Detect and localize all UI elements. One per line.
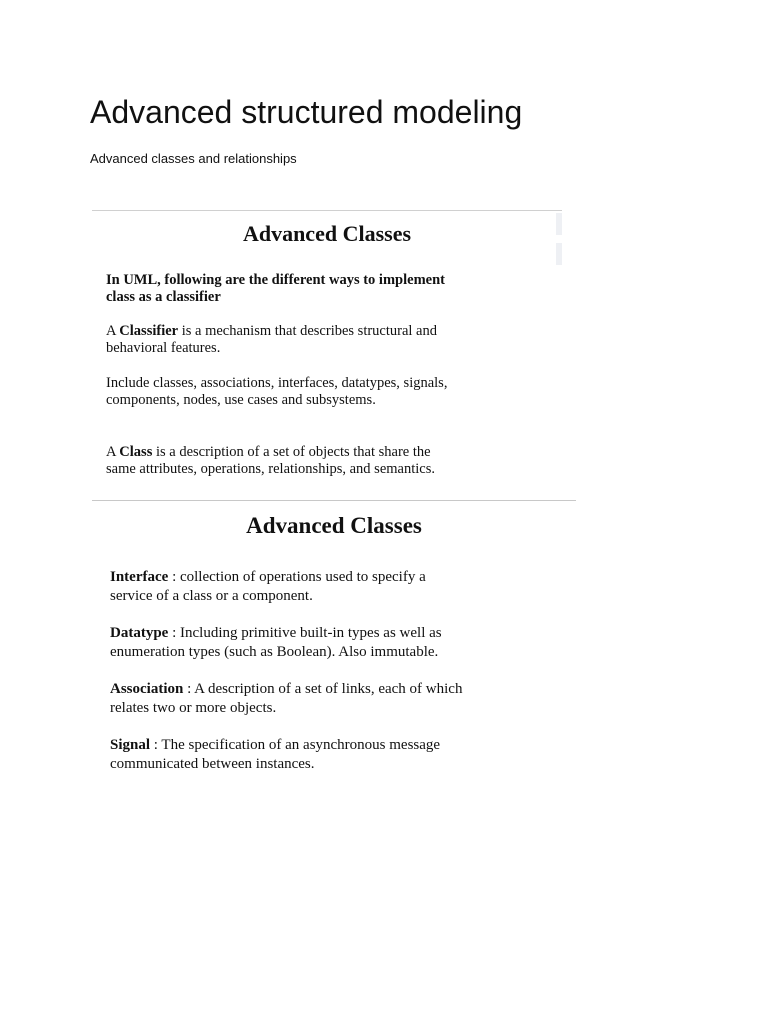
definition-line: communicated between instances.: [110, 756, 315, 772]
definition-datatype: [110, 624, 570, 662]
article-text: A: [106, 444, 120, 460]
definition-line: enumeration types (such as Boolean). Also immutable.: [110, 644, 439, 660]
definition-line: [110, 568, 570, 587]
classifier-includes-line: components, nodes, use cases and subsystems.: [106, 392, 376, 408]
article-text: A: [106, 323, 120, 339]
term-signal: Signal: [110, 737, 151, 753]
term-datatype: Datatype: [110, 625, 169, 641]
classifier-definition: [106, 323, 556, 357]
definition-association: [110, 680, 570, 718]
classifier-includes-line: Include classes, associations, interfaces, datatypes, signals,: [106, 375, 448, 391]
classifier-definition-line: behavioral features.: [106, 340, 221, 356]
slide-heading: Advanced Classes: [242, 221, 412, 246]
slide-advanced-classes-definitions: [92, 500, 576, 801]
definition-line: [110, 680, 570, 699]
definition-text: : Including primitive built-in types as well as: [168, 625, 442, 641]
definition-line: [110, 736, 570, 755]
page-subtitle: Advanced classes and relationships: [90, 151, 297, 166]
class-definition-line: [106, 444, 556, 461]
class-definition: [106, 444, 556, 478]
classifier-includes: [106, 375, 556, 409]
definition-text: : A description of a set of links, each of which: [183, 681, 463, 697]
page-title: Advanced structured modeling: [90, 94, 523, 130]
definition-line: [110, 624, 570, 643]
term-interface: Interface: [110, 569, 169, 585]
slide-heading: Advanced Classes: [246, 513, 422, 538]
definition-text: : The specification of an asynchronous message: [150, 737, 441, 753]
definition-signal: [110, 736, 570, 774]
definition-text: is a description of a set of objects that share the: [152, 444, 431, 460]
definition-text: : collection of operations used to specify a: [168, 569, 426, 585]
term-classifier: Classifier: [119, 323, 179, 339]
definition-line: relates two or more objects.: [110, 700, 277, 716]
classifier-intro-line: class as a classifier: [106, 289, 221, 305]
class-definition-line: same attributes, operations, relationships, and semantics.: [106, 461, 435, 477]
definition-line: service of a class or a component.: [110, 588, 313, 604]
classifier-intro-line: In UML, following are the different ways to implement: [106, 272, 445, 288]
slide-advanced-classes-classifier: [92, 210, 562, 491]
definition-text: is a mechanism that describes structural and: [178, 323, 437, 339]
classifier-intro: [106, 272, 556, 306]
term-class: Class: [119, 444, 153, 460]
definition-interface: [110, 568, 570, 606]
term-association: Association: [110, 681, 184, 697]
classifier-definition-line: [106, 323, 556, 340]
